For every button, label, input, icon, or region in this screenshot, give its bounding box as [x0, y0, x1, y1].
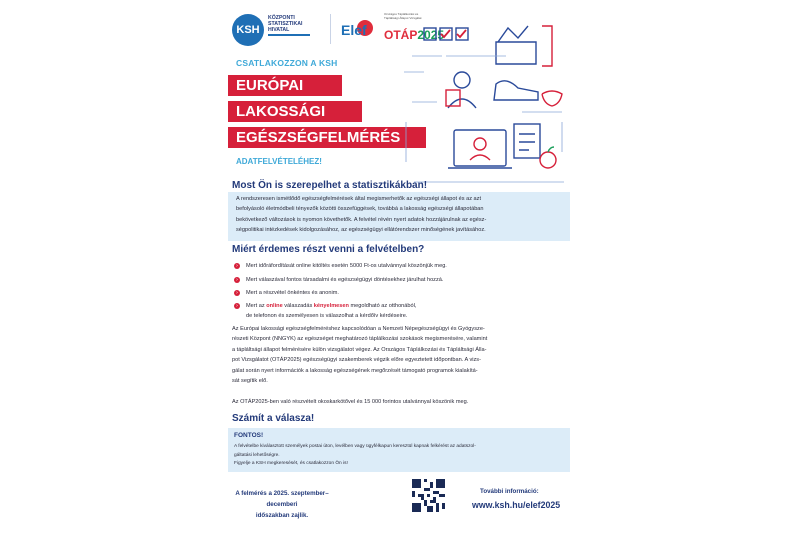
bullet-item: › Mert az online válaszadás kényelmesen megoldható az otthonából,: [246, 302, 416, 310]
section3-line: pot Vizsgálatot (OTÁP2025) egészségügyi szakemberek végzik előre egyeztetett időpontban. A vizs-: [232, 357, 481, 364]
section3-line: gálat során nyert információk a lakosság egészségének megőrzését támogató programok kialakítá-: [232, 367, 478, 374]
ksh-org-name: KÖZPONTI STATISZTIKAI HIVATAL: [268, 15, 303, 33]
section3-text: [232, 324, 487, 386]
ksh-underline-decoration: [268, 34, 310, 36]
info-label: További információ:: [480, 488, 539, 495]
survey-poster: [218, 0, 580, 533]
title-line-2: LAKOSSÁGI: [228, 101, 362, 122]
survey-period-line: időszakban zajlik.: [255, 512, 309, 519]
bullet-item: › Mert a részvétel önkéntes és anonim.: [246, 289, 339, 297]
survey-period-line: A felmérés a 2025. szeptember–decemberi: [235, 490, 329, 508]
qr-code[interactable]: [412, 479, 445, 512]
clipboard-icon: [514, 124, 540, 158]
section1-line: ségpolitikai intézkedések kidolgozásához, az egészségügyi ellátórendszer minőségének javításához.: [236, 227, 486, 234]
important-title: FONTOS!: [234, 432, 264, 439]
important-line: A felvételbe kiválasztott személyek postai úton, levélben vagy ügyfélkapun keresztül kapnak felkérést az adatszol-: [234, 444, 476, 449]
highlight-online: online: [266, 303, 283, 309]
otap-year: 2025: [417, 28, 445, 42]
section3-line: a tápláltsági állapot felmérésére külön vizsgálatot végez. Az Országos Táplálkozási és Tápláltsági Álla-: [232, 346, 487, 353]
info-url-link[interactable]: www.ksh.hu/elef2025: [472, 500, 561, 510]
section1-heading: Most Ön is szerepelhet a statisztikákban!: [232, 180, 428, 191]
checkbox-icon: [424, 28, 436, 40]
title-line-1: EURÓPAI: [228, 75, 342, 96]
bullet-arrow-icon: ›: [234, 303, 240, 309]
section1-line: A rendszeresen ismétlődő egészségfelmérések által megismerhetők az egészségi állapot és az azt: [236, 196, 482, 202]
important-line: gáltatási lehetőségre.: [234, 452, 280, 458]
ksh-logo-text: KSH: [236, 24, 260, 36]
section2-heading: Miért érdemes részt venni a felvételben?: [232, 244, 425, 255]
otap-main: OTÁP: [384, 28, 418, 42]
join-heading: CSATLAKOZZON A KSH: [236, 58, 338, 68]
section3-line: részeti Központ (NNGYK) az egészséget meghatározó táplálkozási szokások megismerésére, valamint: [232, 336, 488, 343]
bullet-arrow-icon: ›: [234, 277, 240, 283]
highlight-kenyelmesen: kényelmesen: [313, 303, 349, 309]
title-line-3: EGÉSZSÉGFELMÉRÉS: [228, 127, 426, 148]
food-basket-icon: [496, 26, 536, 64]
bullet-arrow-icon: ›: [234, 290, 240, 296]
person-icon: [454, 72, 470, 88]
reward-text: Az OTÁP2025-ben való részvételt okoskarkötővel és 15 000 forintos utalvánnyal köszönik meg.: [232, 399, 469, 405]
otap-subtitle: Országos Táplálkozási és Tápláltsági Állapot Vizsgálat: [384, 12, 422, 20]
section1-line: bekövetkező változások is nyomon követhetők. A felvétel révén nyert adatok hozzájárulnak az egész-: [236, 216, 487, 223]
header-divider: [330, 14, 331, 44]
health-survey-illustration: [402, 12, 570, 188]
ksh-logo: [232, 14, 264, 46]
section3-line: Az Európai lakossági egészségfelméréshez kapcsolódóan a Nemzeti Népegészségügyi és Gyógysze-: [232, 326, 485, 332]
title-suffix: ADATFELVÉTELÉHEZ!: [236, 157, 322, 166]
bullet-item: › Mert válaszával fontos társadalmi és egészségügyi döntésekhez járulhat hozzá.: [246, 276, 443, 284]
section1-line: befolyásoló életmódbeli tényezők közötti összefüggések, továbbá a lakosság egészségi állapotában: [236, 206, 484, 213]
section3-line: sát segítik elő.: [232, 378, 268, 385]
cta-heading: Számít a válasza!: [232, 413, 315, 424]
laptop-icon: [454, 130, 506, 166]
salad-bowl-icon: [542, 91, 562, 106]
elef-logo: Elef: [341, 22, 367, 38]
bullet-item: › Mert időráfordítását online kitöltés esetén 5000 Ft-os utalvánnyal köszönjük meg.: [246, 262, 447, 270]
important-line: Figyelje a KSH megkeresését, és csatlakozzon Ön is!: [234, 461, 348, 467]
survey-period: [234, 488, 330, 521]
section1-text: [236, 194, 486, 236]
bullet-arrow-icon: ›: [234, 263, 240, 269]
important-text: [234, 443, 562, 469]
apple-icon: [540, 152, 556, 168]
sneaker-icon: [494, 81, 538, 100]
bullet-item-continued: de telefonon és személyesen is válaszolhat a kérdőív kérdéseire.: [246, 313, 408, 319]
